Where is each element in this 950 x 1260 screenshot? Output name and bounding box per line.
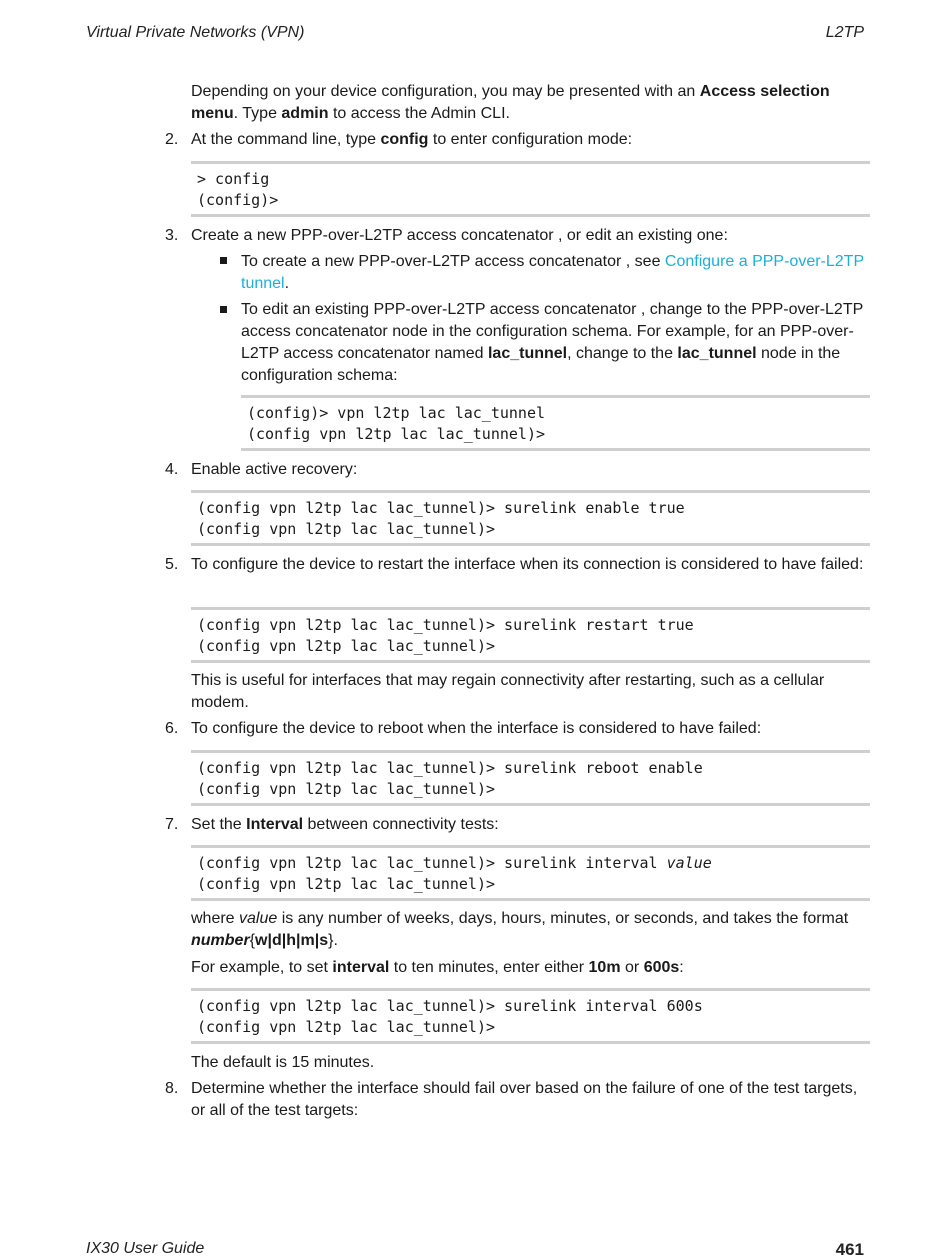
bold-interval: interval xyxy=(332,959,390,976)
step-4-text: Enable active recovery: xyxy=(191,461,358,478)
step-text: Set the xyxy=(191,816,247,833)
bold-600s: 600s xyxy=(643,959,680,976)
bullet-text: To create a new PPP-over-L2TP access concatenator , see xyxy=(241,253,665,270)
step-6-text: To configure the device to reboot when the interface is considered to have failed: xyxy=(191,720,762,737)
bullet-text: , change to the xyxy=(567,345,678,362)
page-number: 461 xyxy=(835,1240,864,1259)
text: : xyxy=(679,959,684,976)
code-block xyxy=(191,845,870,901)
text: to ten minutes, enter either xyxy=(389,959,589,976)
step-5-note: This is useful for interfaces that may regain connectivity after restarting, such as a cellular modem. xyxy=(191,672,825,711)
bullet-text: . xyxy=(284,275,290,292)
code-block: (config vpn l2tp lac lac_tunnel)> surelink interval 600s (config vpn l2tp lac lac_tunnel)> xyxy=(191,988,870,1044)
step-number: 4. xyxy=(165,461,179,478)
text: | xyxy=(314,932,320,949)
bold-unit: m xyxy=(300,932,315,949)
code-block: (config vpn l2tp lac lac_tunnel)> surelink reboot enable (config vpn l2tp lac lac_tunnel)> xyxy=(191,750,870,806)
bullet-text: node in the configuration schema: xyxy=(241,345,841,384)
intro-paragraph xyxy=(191,81,871,125)
bold-unit: h xyxy=(286,932,296,949)
step-number: 2. xyxy=(165,131,179,148)
bullet-create xyxy=(241,251,871,295)
text: For example, to set xyxy=(191,959,333,976)
text: }. xyxy=(328,932,338,949)
footer-guide-title: IX30 User Guide xyxy=(86,1240,205,1257)
intro-bold-admin: admin xyxy=(281,105,329,122)
configure-tunnel-link[interactable]: Configure a PPP-over-L2TP tunnel xyxy=(241,253,864,292)
step-text: to enter configuration mode: xyxy=(428,131,633,148)
bullet-square-icon xyxy=(220,257,227,264)
intro-text: . Type xyxy=(233,105,282,122)
bold-unit: s xyxy=(319,932,329,949)
code-block: (config vpn l2tp lac lac_tunnel)> surelink restart true (config vpn l2tp lac lac_tunnel)> xyxy=(191,607,870,663)
step-number: 3. xyxy=(165,227,179,244)
intro-bold-access-menu: Access selection menu xyxy=(191,83,830,122)
bold-italic-number: number xyxy=(191,932,250,949)
text: where xyxy=(191,910,240,927)
text: is any number of weeks, days, hours, minutes, or seconds, and takes the format xyxy=(277,910,849,927)
interval-format-paragraph xyxy=(191,908,871,952)
bold-lac-tunnel: lac_tunnel xyxy=(487,345,568,362)
bold-unit: w xyxy=(255,932,268,949)
step-number: 8. xyxy=(165,1080,179,1097)
bold-config: config xyxy=(380,131,429,148)
running-header-section: L2TP xyxy=(825,24,864,41)
text: | xyxy=(296,932,301,949)
intro-text: to access the Admin CLI. xyxy=(328,105,510,122)
text: or xyxy=(620,959,644,976)
bold-interval: Interval xyxy=(246,816,304,833)
step-8-text: Determine whether the interface should fail over based on the failure of one of the test targets, or all of the test targets: xyxy=(191,1080,858,1119)
text: { xyxy=(249,932,256,949)
step-text: between connectivity tests: xyxy=(303,816,499,833)
bullet-text: To edit an existing PPP-over-L2TP access concatenator , change to the PPP-over-L2TP access concatenator node in the configuration schema. For example, for an PPP-over-L2TP access concatenator named xyxy=(241,301,863,362)
step-number: 7. xyxy=(165,816,179,833)
text: | xyxy=(267,932,272,949)
step-7-text xyxy=(191,814,871,836)
bullet-edit xyxy=(241,299,871,387)
step-text: At the command line, type xyxy=(191,131,381,148)
step-3-text: Create a new PPP-over-L2TP access concatenator , or edit an existing one: xyxy=(191,227,728,244)
code-line: (config vpn l2tp lac lac_tunnel)> xyxy=(197,874,496,893)
code-block: > config (config)> xyxy=(191,161,870,217)
step-2-text xyxy=(191,129,871,151)
interval-example-paragraph xyxy=(191,957,871,979)
bold-lac-tunnel: lac_tunnel xyxy=(677,345,757,362)
step-number: 6. xyxy=(165,720,179,737)
step-5-text: To configure the device to restart the interface when its connection is considered to have failed: xyxy=(191,556,864,573)
bold-unit: d xyxy=(271,932,282,949)
bullet-square-icon xyxy=(220,306,227,313)
default-note: The default is 15 minutes. xyxy=(191,1054,375,1071)
code-variable: value xyxy=(666,854,712,872)
intro-text: Depending on your device configuration, you may be presented with an xyxy=(191,83,700,100)
code-line: (config vpn l2tp lac lac_tunnel)> surelink interval xyxy=(197,854,667,872)
text: | xyxy=(281,932,287,949)
step-number: 5. xyxy=(165,556,179,573)
italic-value: value xyxy=(239,910,278,927)
code-block: (config vpn l2tp lac lac_tunnel)> surelink enable true (config vpn l2tp lac lac_tunnel)> xyxy=(191,490,870,546)
bold-10m: 10m xyxy=(588,959,621,976)
code-block: (config)> vpn l2tp lac lac_tunnel (config vpn l2tp lac lac_tunnel)> xyxy=(241,395,870,451)
running-header-chapter: Virtual Private Networks (VPN) xyxy=(86,24,305,41)
